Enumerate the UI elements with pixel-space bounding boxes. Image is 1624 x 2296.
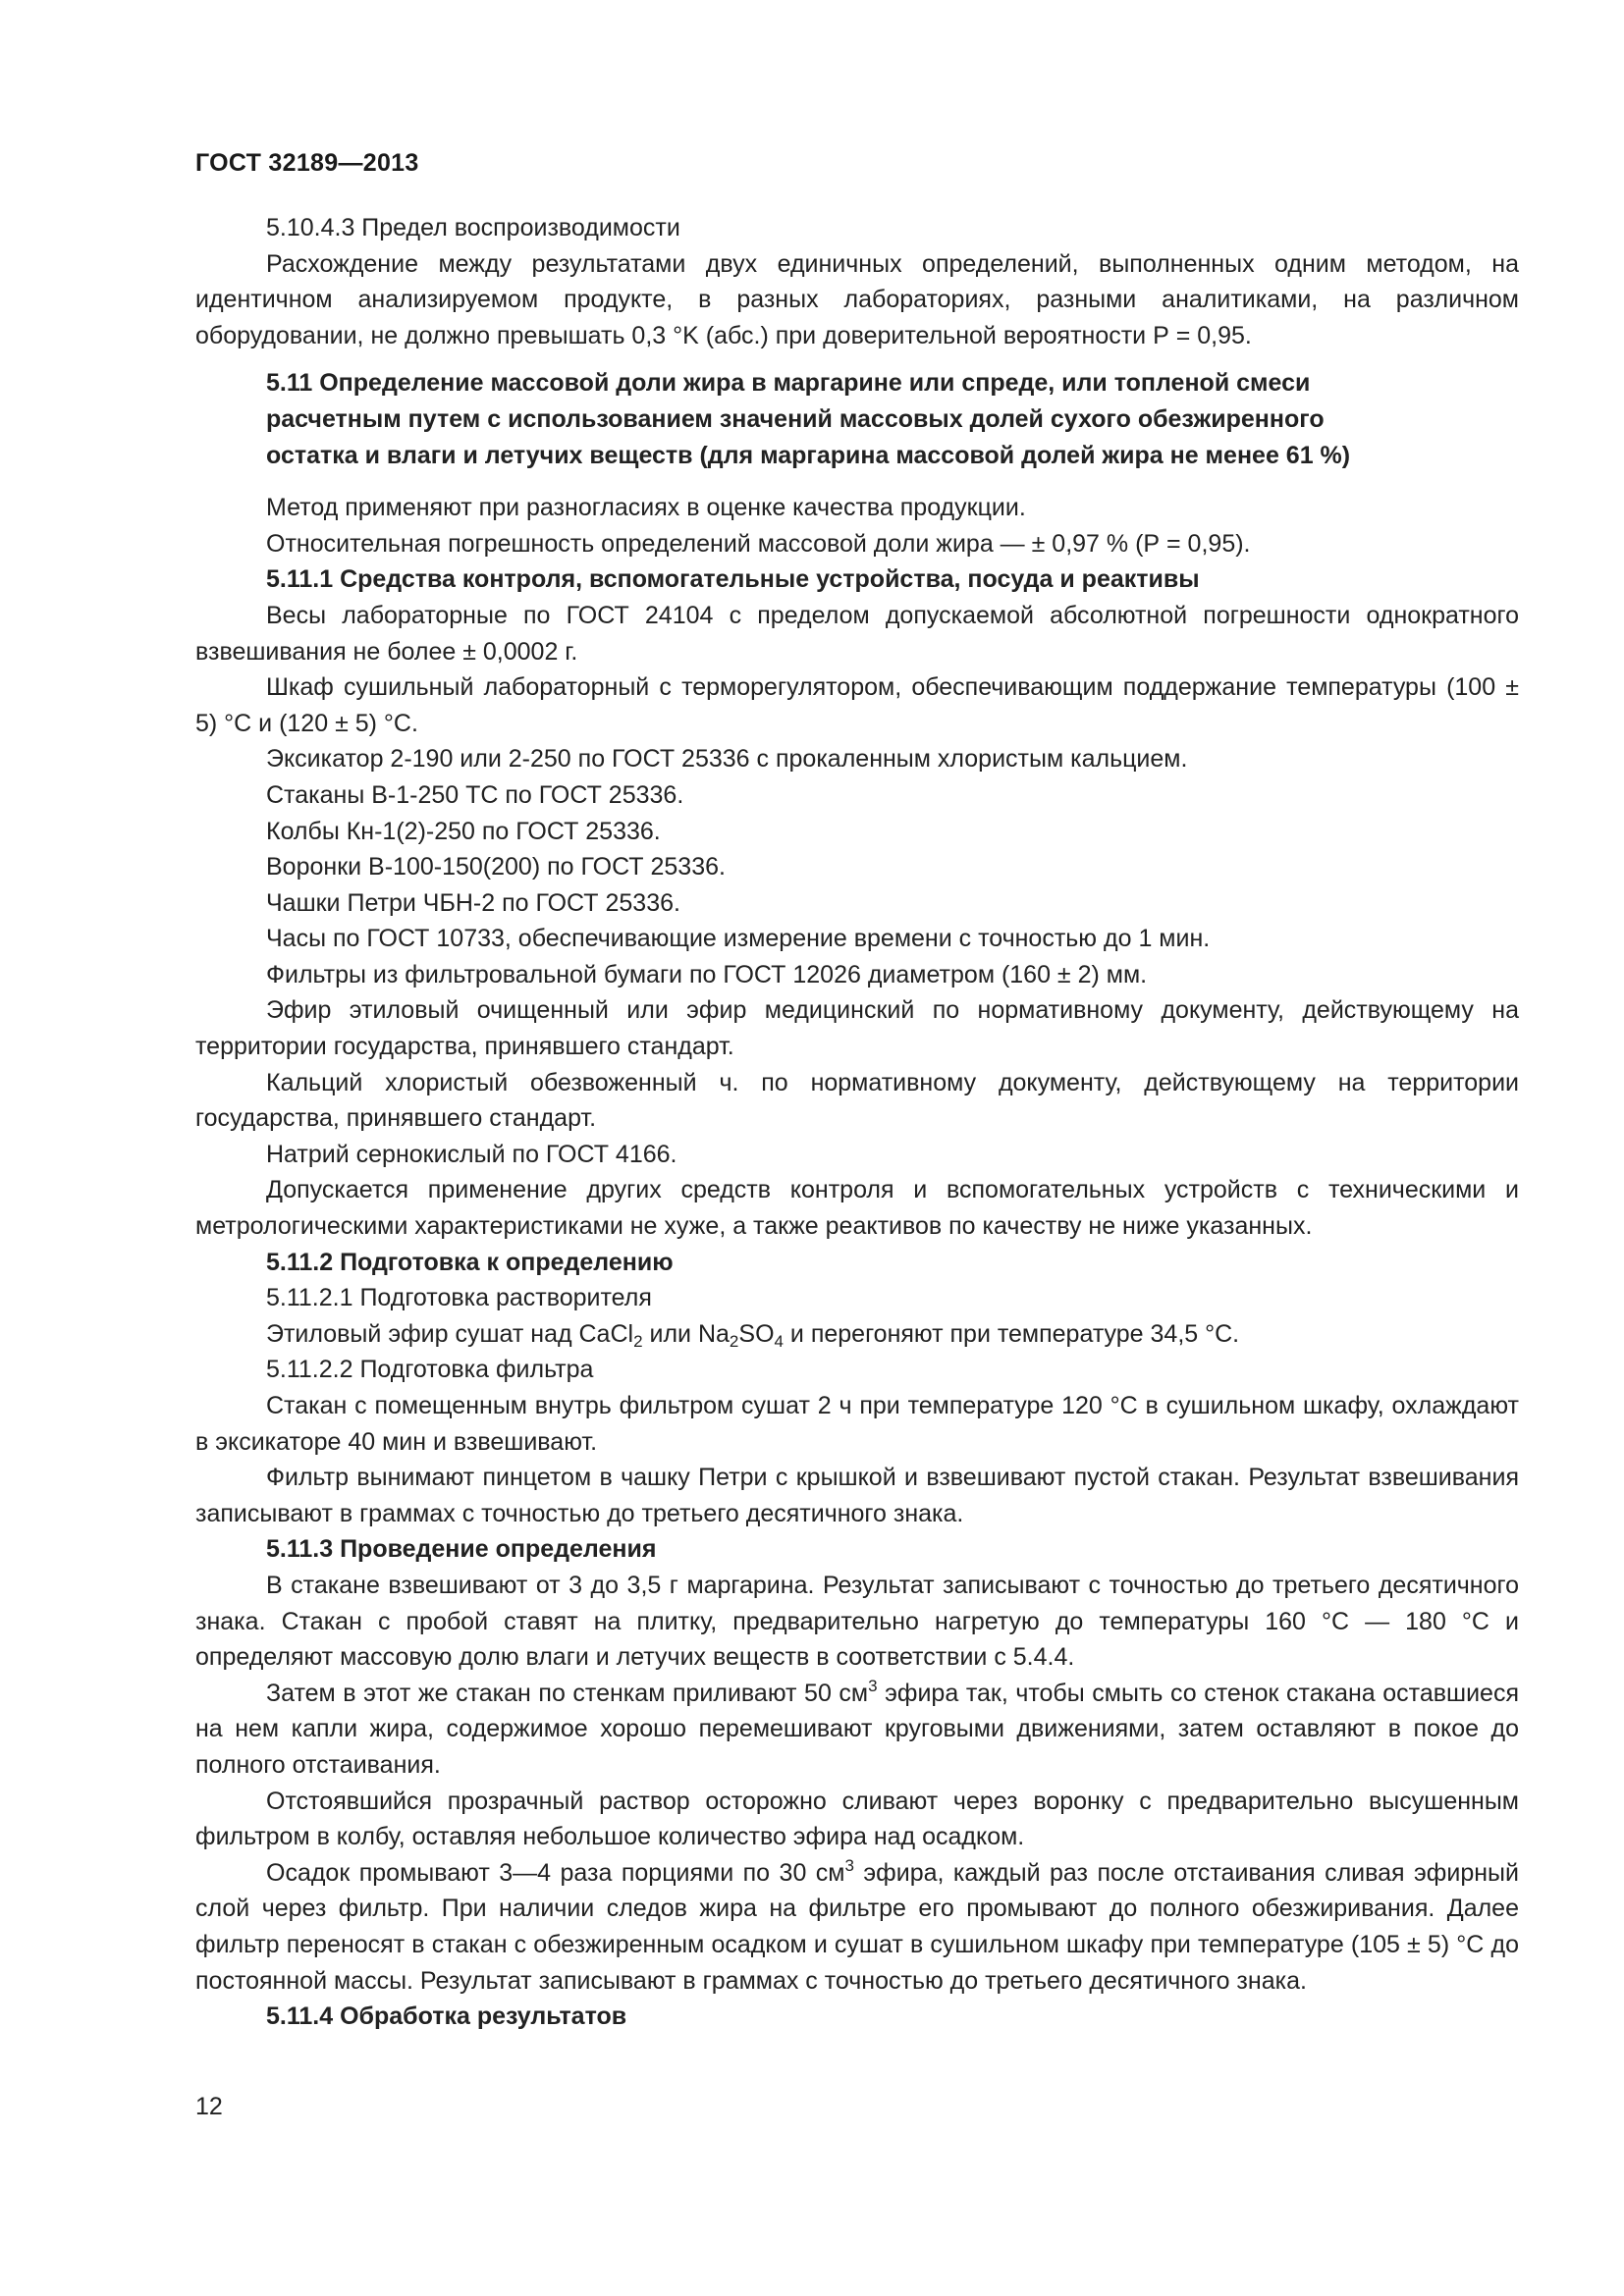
section-heading-5-11 bbox=[195, 365, 1519, 473]
paragraph-9: Стаканы В-1-250 ТС по ГОСТ 25336. bbox=[266, 780, 684, 809]
superscript: 3 bbox=[868, 1676, 878, 1695]
paragraph-13: Часы по ГОСТ 10733, обеспечивающие измерение времени с точностью до 1 мин. bbox=[266, 925, 1211, 953]
subsection-heading-5-11-1: 5.11.1 Средства контроля, вспомогательные устройства, посуда и реактивы bbox=[266, 565, 1200, 594]
subscript: 4 bbox=[774, 1331, 784, 1351]
paragraph-26: В стакане взвешивают от 3 до 3,5 г маргарина. Результат записывают с точностью до третьего десятичного знака. Стакан с пробой ставят на плитку, предварительно нагретую до температуры 160 °С — 180 °С и определяют массовую долю влаги и летучих веществ в соответствии с 5.4.4. bbox=[195, 1571, 1519, 1672]
paragraph-3: Метод применяют при разногласиях в оценке качества продукции. bbox=[266, 494, 1026, 522]
paragraph-28: Отстоявшийся прозрачный раствор осторожно сливают через воронку с предварительно высушенным фильтром в колбу, оставляя небольшое количество эфира над осадком. bbox=[195, 1787, 1519, 1851]
subsection-heading-5-11-4: 5.11.4 Обработка результатов bbox=[266, 2002, 627, 2031]
paragraph-17: Натрий сернокислый по ГОСТ 4166. bbox=[266, 1140, 677, 1168]
section-heading-line-3: остатка и влаги и летучих веществ (для маргарина массовой долей жира не менее 61 %) bbox=[266, 441, 1351, 469]
section-heading-line-2: расчетным путем с использованием значений массовых долей сухого обезжиренного bbox=[266, 404, 1325, 433]
paragraph-7: Шкаф сушильный лабораторный с терморегулятором, обеспечивающим поддержание температуры (100 ± 5) °С и (120 ± 5) °С. bbox=[195, 673, 1519, 737]
paragraph-22: 5.11.2.2 Подготовка фильтра bbox=[266, 1356, 594, 1384]
paragraph-24: Фильтр вынимают пинцетом в чашку Петри с крышкой и взвешивают пустой стакан. Результат взвешивания записывают в граммах с точностью до третьего десятичного знака. bbox=[195, 1464, 1519, 1527]
paragraph-1: 5.10.4.3 Предел воспроизводимости bbox=[266, 214, 680, 241]
paragraph-21 bbox=[195, 1316, 1519, 1353]
text-run: эфира так, чтобы смыть со стенок стакана оставшиеся на нем капли жира, содержимое хорошо перемешивают круговыми движениями, затем оставляют в покое до полного отстаивания. bbox=[195, 1679, 1520, 1779]
paragraph-11: Воронки В-100-150(200) по ГОСТ 25336. bbox=[266, 853, 726, 881]
paragraph-4: Относительная погрешность определений массовой доли жира — ± 0,97 % (Р = 0,95). bbox=[266, 529, 1251, 558]
superscript: 3 bbox=[844, 1855, 854, 1875]
paragraph-10: Колбы Кн-1(2)-250 по ГОСТ 25336. bbox=[266, 817, 661, 845]
document-body bbox=[195, 210, 1519, 2035]
subscript: 2 bbox=[633, 1331, 643, 1351]
paragraph-18: Допускается применение других средств контроля и вспомогательных устройств с техническими и метрологическими характеристиками не хуже, а также реактивов по качеству не ниже указанных. bbox=[195, 1176, 1519, 1241]
page-number: 12 bbox=[195, 2093, 223, 2120]
paragraph-16: Кальций хлористый обезвоженный ч. по нормативному документу, действующему на территории государства, принявшего стандарт. bbox=[195, 1068, 1519, 1133]
paragraph-14: Фильтры из фильтровальной бумаги по ГОСТ 12026 диаметром (160 ± 2) мм. bbox=[266, 960, 1148, 988]
subscript: 2 bbox=[729, 1331, 739, 1351]
paragraph-12: Чашки Петри ЧБН-2 по ГОСТ 25336. bbox=[266, 888, 680, 917]
paragraph-8: Эксикатор 2-190 или 2-250 по ГОСТ 25336 с прокаленным хлористым кальцием. bbox=[266, 745, 1188, 774]
paragraph-20: 5.11.2.1 Подготовка растворителя bbox=[266, 1284, 652, 1312]
text-run: Этиловый эфир сушат над CaCl bbox=[266, 1319, 634, 1348]
paragraph-27 bbox=[195, 1676, 1519, 1784]
text-run: и перегоняют при температуре 34,5 °С. bbox=[783, 1319, 1240, 1348]
paragraph-29 bbox=[195, 1855, 1519, 1999]
text-run: Затем в этот же стакан по стенкам приливают 50 см bbox=[266, 1679, 869, 1707]
paragraph-2: Расхождение между результатами двух единичных определений, выполненных одним методом, на идентичном анализируемом продукте, в разных лабораториях, разными аналитиками, на различном оборудовании, не должно превышать 0,3 °K (абс.) при доверительной вероятности Р = 0,95. bbox=[195, 249, 1519, 349]
text-run: или Na bbox=[642, 1319, 730, 1348]
paragraph-15: Эфир этиловый очищенный или эфир медицинский по нормативному документу, действующему на территории государства, принявшего стандарт. bbox=[195, 996, 1519, 1061]
paragraph-6: Весы лабораторные по ГОСТ 24104 с пределом допускаемой абсолютной погрешности однократного взвешивания не более ± 0,0002 г. bbox=[195, 601, 1519, 666]
text-run: Осадок промывают 3—4 раза порциями по 30 см bbox=[266, 1858, 845, 1887]
text-run: SO bbox=[738, 1319, 775, 1348]
subsection-heading-5-11-3: 5.11.3 Проведение определения bbox=[266, 1535, 657, 1564]
document-header: ГОСТ 32189—2013 bbox=[195, 149, 419, 177]
section-heading-line-1: 5.11 Определение массовой доли жира в маргарине или спреде, или топленой смеси bbox=[266, 369, 1311, 398]
paragraph-23: Стакан с помещенным внутрь фильтром сушат 2 ч при температуре 120 °С в сушильном шкафу, охлаждают в эксикаторе 40 мин и взвешивают. bbox=[195, 1392, 1519, 1456]
text-run: эфира, каждый раз после отстаивания сливая эфирный слой через фильтр. При наличии следов жира на фильтре его промывают до полного обезжиривания. Далее фильтр переносят в стакан с обезжиренным осадком и сушат в сушильном шкафу при температуре (105 ± 5) °С до постоянной массы. Результат записывают в граммах с точностью до третьего десятичного знака. bbox=[195, 1858, 1519, 1995]
subsection-heading-5-11-2: 5.11.2 Подготовка к определению bbox=[266, 1248, 674, 1276]
